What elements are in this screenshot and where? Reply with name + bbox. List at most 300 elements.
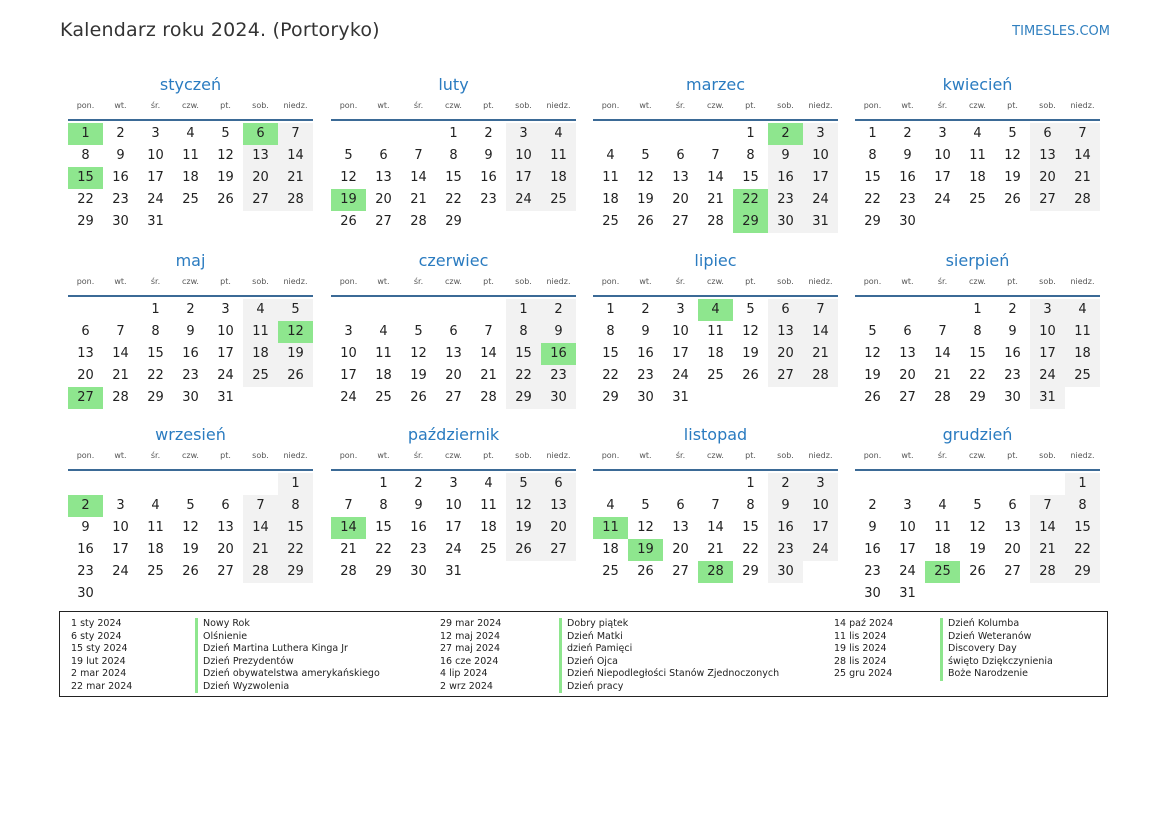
weekday-label: niedz. (1070, 451, 1095, 460)
day-cell: 30 (410, 564, 427, 579)
weekday-label: sob. (777, 277, 794, 286)
day-cell: 6 (1030, 123, 1065, 145)
weekday-label: niedz. (546, 451, 571, 460)
day-cell: 8 (151, 324, 160, 339)
day-cell: 18 (934, 542, 951, 557)
day-cell: 29 (445, 214, 462, 229)
day-cell: 2 (116, 126, 125, 141)
day-cell: 29 (506, 387, 541, 409)
month-3 (593, 73, 838, 233)
day-cell: 19 (742, 346, 759, 361)
weekday-label: pt. (483, 277, 494, 286)
empty-cell (138, 473, 173, 495)
day-cell: 16 (864, 542, 881, 557)
weekday-label: czw. (707, 277, 724, 286)
day-cell: 23 (768, 189, 803, 211)
day-cell: 5 (973, 498, 982, 513)
day-cell: 16 (480, 170, 497, 185)
day-cell: 11 (541, 145, 576, 167)
day-cell: 9 (1008, 324, 1017, 339)
day-cell: 6 (449, 324, 458, 339)
day-cell: 16 (1004, 346, 1021, 361)
day-cell: 9 (541, 321, 576, 343)
day-cell: 27 (243, 189, 278, 211)
weekday-label: sob. (515, 451, 532, 460)
empty-cell (103, 473, 138, 495)
holiday-day: 22 (733, 189, 768, 211)
day-cell: 2 (484, 126, 493, 141)
day-cell: 9 (186, 324, 195, 339)
holiday-dates-column (440, 618, 501, 693)
day-cell: 9 (484, 148, 493, 163)
holiday-name: Dzień Weteranów (948, 630, 1032, 642)
day-cell: 4 (379, 324, 388, 339)
day-cell: 23 (768, 539, 803, 561)
day-cell: 29 (278, 561, 313, 583)
holiday-name: dzień Pamięci (567, 643, 633, 654)
holiday-day: 2 (768, 123, 803, 145)
month-4 (855, 73, 1100, 233)
holiday-day: 19 (628, 539, 663, 561)
day-cell: 14 (410, 170, 427, 185)
holiday-day: 16 (541, 343, 576, 365)
day-grid (855, 299, 1100, 409)
day-cell: 6 (676, 148, 685, 163)
weekday-label: sob. (252, 277, 269, 286)
empty-cell (698, 473, 733, 495)
holiday-name: Dzień Ojca (567, 655, 618, 667)
holiday-day: 27 (68, 387, 103, 409)
month-9 (68, 423, 313, 605)
day-cell: 27 (768, 365, 803, 387)
day-cell: 21 (112, 368, 129, 383)
empty-cell (103, 299, 138, 321)
day-cell: 5 (746, 302, 755, 317)
month-name: kwiecień (942, 75, 1013, 94)
day-grid (68, 473, 313, 605)
day-cell: 26 (969, 564, 986, 579)
day-cell: 3 (221, 302, 230, 317)
weekday-label: śr. (937, 101, 948, 110)
day-cell: 23 (1004, 368, 1021, 383)
day-cell: 22 (375, 542, 392, 557)
day-cell: 6 (676, 498, 685, 513)
day-cell: 28 (278, 189, 313, 211)
weekday-header (593, 273, 838, 295)
holiday-names-column (195, 618, 380, 693)
holiday-day: 11 (593, 517, 628, 539)
day-cell: 26 (742, 368, 759, 383)
weekday-label: śr. (675, 101, 686, 110)
day-cell: 15 (969, 346, 986, 361)
day-cell: 13 (77, 346, 94, 361)
month-name: październik (407, 425, 500, 444)
holiday-day: 15 (68, 167, 103, 189)
day-cell: 10 (803, 495, 838, 517)
day-cell: 24 (340, 390, 357, 405)
day-cell: 15 (375, 520, 392, 535)
day-cell: 19 (217, 170, 234, 185)
day-cell: 6 (903, 324, 912, 339)
empty-cell (401, 123, 436, 145)
weekday-label: niedz. (808, 277, 833, 286)
holiday-name: Dzień Prezydentów (203, 655, 294, 667)
day-cell: 4 (484, 476, 493, 491)
day-cell: 15 (602, 346, 619, 361)
day-cell: 23 (864, 564, 881, 579)
holiday-date: 12 maj 2024 (440, 630, 501, 642)
day-cell: 17 (147, 170, 164, 185)
empty-cell (628, 123, 663, 145)
weekday-header (331, 447, 576, 469)
weekday-label: czw. (969, 101, 986, 110)
weekday-label: pon. (863, 451, 882, 460)
day-cell: 23 (410, 542, 427, 557)
day-cell: 23 (182, 368, 199, 383)
day-cell: 10 (147, 148, 164, 163)
day-cell: 14 (480, 346, 497, 361)
day-cell: 8 (81, 148, 90, 163)
day-cell: 30 (864, 586, 881, 601)
day-cell: 7 (1030, 495, 1065, 517)
day-cell: 28 (1065, 189, 1100, 211)
site-link[interactable]: TIMESLES.COM (1012, 24, 1110, 39)
day-cell: 16 (112, 170, 129, 185)
day-cell: 10 (672, 324, 689, 339)
weekday-label: czw. (969, 277, 986, 286)
day-cell: 19 (969, 542, 986, 557)
day-cell: 12 (637, 170, 654, 185)
weekday-label: pt. (483, 101, 494, 110)
weekday-label: sob. (777, 101, 794, 110)
day-cell: 17 (934, 170, 951, 185)
empty-cell (366, 299, 401, 321)
month-name: lipiec (694, 251, 737, 270)
day-cell: 21 (410, 192, 427, 207)
day-cell: 3 (938, 126, 947, 141)
day-grid (68, 123, 313, 233)
holiday-date: 4 lip 2024 (440, 668, 488, 679)
empty-cell (331, 299, 366, 321)
day-cell: 29 (864, 214, 881, 229)
day-cell: 10 (1030, 321, 1065, 343)
month-name: sierpień (945, 251, 1010, 270)
day-cell: 25 (541, 189, 576, 211)
day-cell: 24 (672, 368, 689, 383)
day-cell: 27 (375, 214, 392, 229)
day-cell: 18 (541, 167, 576, 189)
day-cell: 11 (243, 321, 278, 343)
empty-cell (366, 123, 401, 145)
day-cell: 1 (1065, 473, 1100, 495)
day-cell: 24 (1030, 365, 1065, 387)
day-cell: 20 (243, 167, 278, 189)
day-cell: 18 (375, 368, 392, 383)
holiday-date: 29 mar 2024 (440, 618, 502, 629)
weekday-label: niedz. (283, 451, 308, 460)
day-cell: 1 (151, 302, 160, 317)
empty-cell (173, 473, 208, 495)
day-cell: 18 (147, 542, 164, 557)
day-cell: 31 (672, 390, 689, 405)
day-cell: 9 (414, 498, 423, 513)
day-cell: 8 (606, 324, 615, 339)
day-cell: 2 (641, 302, 650, 317)
weekday-header (593, 447, 838, 469)
holiday-date: 14 paź 2024 (834, 618, 894, 629)
empty-cell (628, 473, 663, 495)
day-cell: 30 (899, 214, 916, 229)
weekday-label: pt. (1007, 101, 1018, 110)
day-cell: 3 (676, 302, 685, 317)
day-cell: 30 (1004, 390, 1021, 405)
month-2 (331, 73, 576, 233)
day-cell: 10 (803, 145, 838, 167)
holiday-name: Dzień Matki (567, 630, 623, 642)
day-cell: 15 (742, 520, 759, 535)
day-cell: 20 (217, 542, 234, 557)
day-cell: 5 (186, 498, 195, 513)
day-cell: 3 (803, 473, 838, 495)
holiday-name: święto Dziękczynienia (948, 655, 1053, 667)
day-cell: 23 (637, 368, 654, 383)
weekday-label: niedz. (283, 277, 308, 286)
weekday-label: niedz. (283, 101, 308, 110)
day-cell: 19 (278, 343, 313, 365)
day-cell: 30 (182, 390, 199, 405)
day-cell: 6 (768, 299, 803, 321)
day-cell: 30 (77, 586, 94, 601)
day-cell: 3 (903, 498, 912, 513)
day-cell: 24 (147, 192, 164, 207)
empty-cell (960, 473, 995, 495)
day-cell: 3 (344, 324, 353, 339)
holiday-day: 28 (698, 561, 733, 583)
day-cell: 22 (602, 368, 619, 383)
day-cell: 13 (672, 520, 689, 535)
holiday-date: 27 maj 2024 (440, 643, 501, 654)
weekday-label: wt. (114, 451, 127, 460)
empty-cell (68, 299, 103, 321)
day-cell: 18 (602, 542, 619, 557)
day-cell: 22 (147, 368, 164, 383)
day-cell: 7 (278, 123, 313, 145)
weekday-label: niedz. (808, 451, 833, 460)
day-cell: 7 (711, 148, 720, 163)
day-cell: 25 (147, 564, 164, 579)
day-cell: 9 (81, 520, 90, 535)
day-cell: 20 (899, 368, 916, 383)
day-cell: 4 (606, 148, 615, 163)
holiday-name: Dzień Kolumba (948, 618, 1020, 629)
holiday-day: 6 (243, 123, 278, 145)
day-cell: 2 (186, 302, 195, 317)
day-cell: 12 (864, 346, 881, 361)
month-8 (855, 249, 1100, 409)
weekday-label: sob. (515, 101, 532, 110)
day-cell: 20 (672, 192, 689, 207)
month-name: maj (175, 251, 206, 270)
holiday-name: Dzień obywatelstwa amerykańskiego (203, 668, 380, 679)
day-cell: 25 (969, 192, 986, 207)
holiday-day: 1 (68, 123, 103, 145)
day-grid (331, 473, 576, 583)
day-cell: 14 (243, 517, 278, 539)
day-cell: 12 (217, 148, 234, 163)
month-6 (331, 249, 576, 409)
weekday-label: niedz. (1070, 277, 1095, 286)
day-grid (68, 299, 313, 409)
day-cell: 11 (969, 148, 986, 163)
day-cell: 18 (602, 192, 619, 207)
day-cell: 17 (1030, 343, 1065, 365)
day-cell: 12 (637, 520, 654, 535)
holiday-names-column (559, 618, 779, 693)
day-cell: 16 (768, 167, 803, 189)
day-cell: 31 (1030, 387, 1065, 409)
day-cell: 19 (637, 192, 654, 207)
day-cell: 11 (480, 498, 497, 513)
day-cell: 21 (278, 167, 313, 189)
month-1 (68, 73, 313, 233)
weekday-label: czw. (182, 451, 199, 460)
weekday-label: wt. (377, 101, 390, 110)
weekday-label: śr. (937, 277, 948, 286)
day-cell: 22 (1065, 539, 1100, 561)
day-cell: 28 (112, 390, 129, 405)
day-cell: 30 (112, 214, 129, 229)
empty-cell (995, 473, 1030, 495)
day-cell: 1 (868, 126, 877, 141)
empty-cell (331, 473, 366, 495)
day-cell: 3 (506, 123, 541, 145)
day-cell: 17 (112, 542, 129, 557)
day-cell: 24 (112, 564, 129, 579)
weekday-label: czw. (445, 451, 462, 460)
day-cell: 10 (340, 346, 357, 361)
day-cell: 22 (742, 542, 759, 557)
weekday-label: pon. (339, 451, 358, 460)
weekday-label: śr. (150, 451, 161, 460)
holiday-date: 11 lis 2024 (834, 630, 887, 642)
weekday-label: pt. (745, 277, 756, 286)
day-cell: 9 (903, 148, 912, 163)
day-cell: 4 (938, 498, 947, 513)
empty-cell (698, 123, 733, 145)
day-cell: 1 (746, 476, 755, 491)
day-cell: 4 (541, 123, 576, 145)
day-cell: 17 (340, 368, 357, 383)
day-cell: 28 (934, 390, 951, 405)
weekday-label: sob. (252, 101, 269, 110)
empty-cell (663, 473, 698, 495)
day-cell: 11 (1065, 321, 1100, 343)
weekday-header (855, 97, 1100, 119)
day-cell: 12 (1004, 148, 1021, 163)
day-cell: 31 (445, 564, 462, 579)
day-cell: 29 (375, 564, 392, 579)
day-cell: 19 (410, 368, 427, 383)
day-cell: 13 (445, 346, 462, 361)
day-cell: 28 (243, 561, 278, 583)
month-name: listopad (683, 425, 748, 444)
month-5 (68, 249, 313, 409)
weekday-label: wt. (377, 451, 390, 460)
day-cell: 2 (768, 473, 803, 495)
day-cell: 22 (506, 365, 541, 387)
day-cell: 8 (506, 321, 541, 343)
day-cell: 18 (243, 343, 278, 365)
day-cell: 29 (969, 390, 986, 405)
day-cell: 18 (1065, 343, 1100, 365)
empty-cell (331, 123, 366, 145)
day-cell: 30 (541, 387, 576, 409)
day-cell: 9 (768, 495, 803, 517)
weekday-label: czw. (182, 277, 199, 286)
month-11 (593, 423, 838, 583)
day-grid (593, 123, 838, 233)
day-cell: 17 (217, 346, 234, 361)
day-cell: 5 (641, 498, 650, 513)
month-10 (331, 423, 576, 583)
empty-cell (925, 473, 960, 495)
weekday-label: pon. (601, 277, 620, 286)
holiday-name: Discovery Day (948, 643, 1017, 654)
day-cell: 11 (934, 520, 951, 535)
day-cell: 13 (217, 520, 234, 535)
holiday-day: 19 (331, 189, 366, 211)
day-cell: 1 (506, 299, 541, 321)
day-cell: 23 (77, 564, 94, 579)
weekday-label: czw. (707, 451, 724, 460)
day-cell: 10 (899, 520, 916, 535)
day-cell: 15 (864, 170, 881, 185)
day-cell: 21 (934, 368, 951, 383)
day-cell: 10 (112, 520, 129, 535)
month-name: styczeń (159, 75, 222, 94)
day-cell: 6 (541, 473, 576, 495)
day-cell: 11 (707, 324, 724, 339)
day-cell: 14 (803, 321, 838, 343)
day-cell: 18 (480, 520, 497, 535)
weekday-header (68, 273, 313, 295)
day-cell: 12 (340, 170, 357, 185)
day-cell: 25 (243, 365, 278, 387)
day-cell: 24 (445, 542, 462, 557)
day-cell: 14 (278, 145, 313, 167)
day-cell: 31 (217, 390, 234, 405)
day-cell: 6 (221, 498, 230, 513)
holiday-date: 1 sty 2024 (71, 618, 122, 629)
weekday-header (855, 273, 1100, 295)
day-cell: 27 (672, 564, 689, 579)
day-cell: 15 (278, 517, 313, 539)
day-cell: 20 (768, 343, 803, 365)
weekday-label: śr. (675, 277, 686, 286)
weekday-header (855, 447, 1100, 469)
holiday-names-column (940, 618, 1053, 681)
day-cell: 28 (803, 365, 838, 387)
day-cell: 19 (1004, 170, 1021, 185)
day-cell: 4 (186, 126, 195, 141)
day-cell: 7 (414, 148, 423, 163)
weekday-label: czw. (969, 451, 986, 460)
day-cell: 9 (868, 520, 877, 535)
day-cell: 29 (742, 564, 759, 579)
holiday-date: 2 wrz 2024 (440, 680, 493, 692)
holiday-name: Dzień Martina Luthera Kinga Jr (203, 643, 348, 654)
holiday-date: 19 lis 2024 (834, 643, 887, 654)
